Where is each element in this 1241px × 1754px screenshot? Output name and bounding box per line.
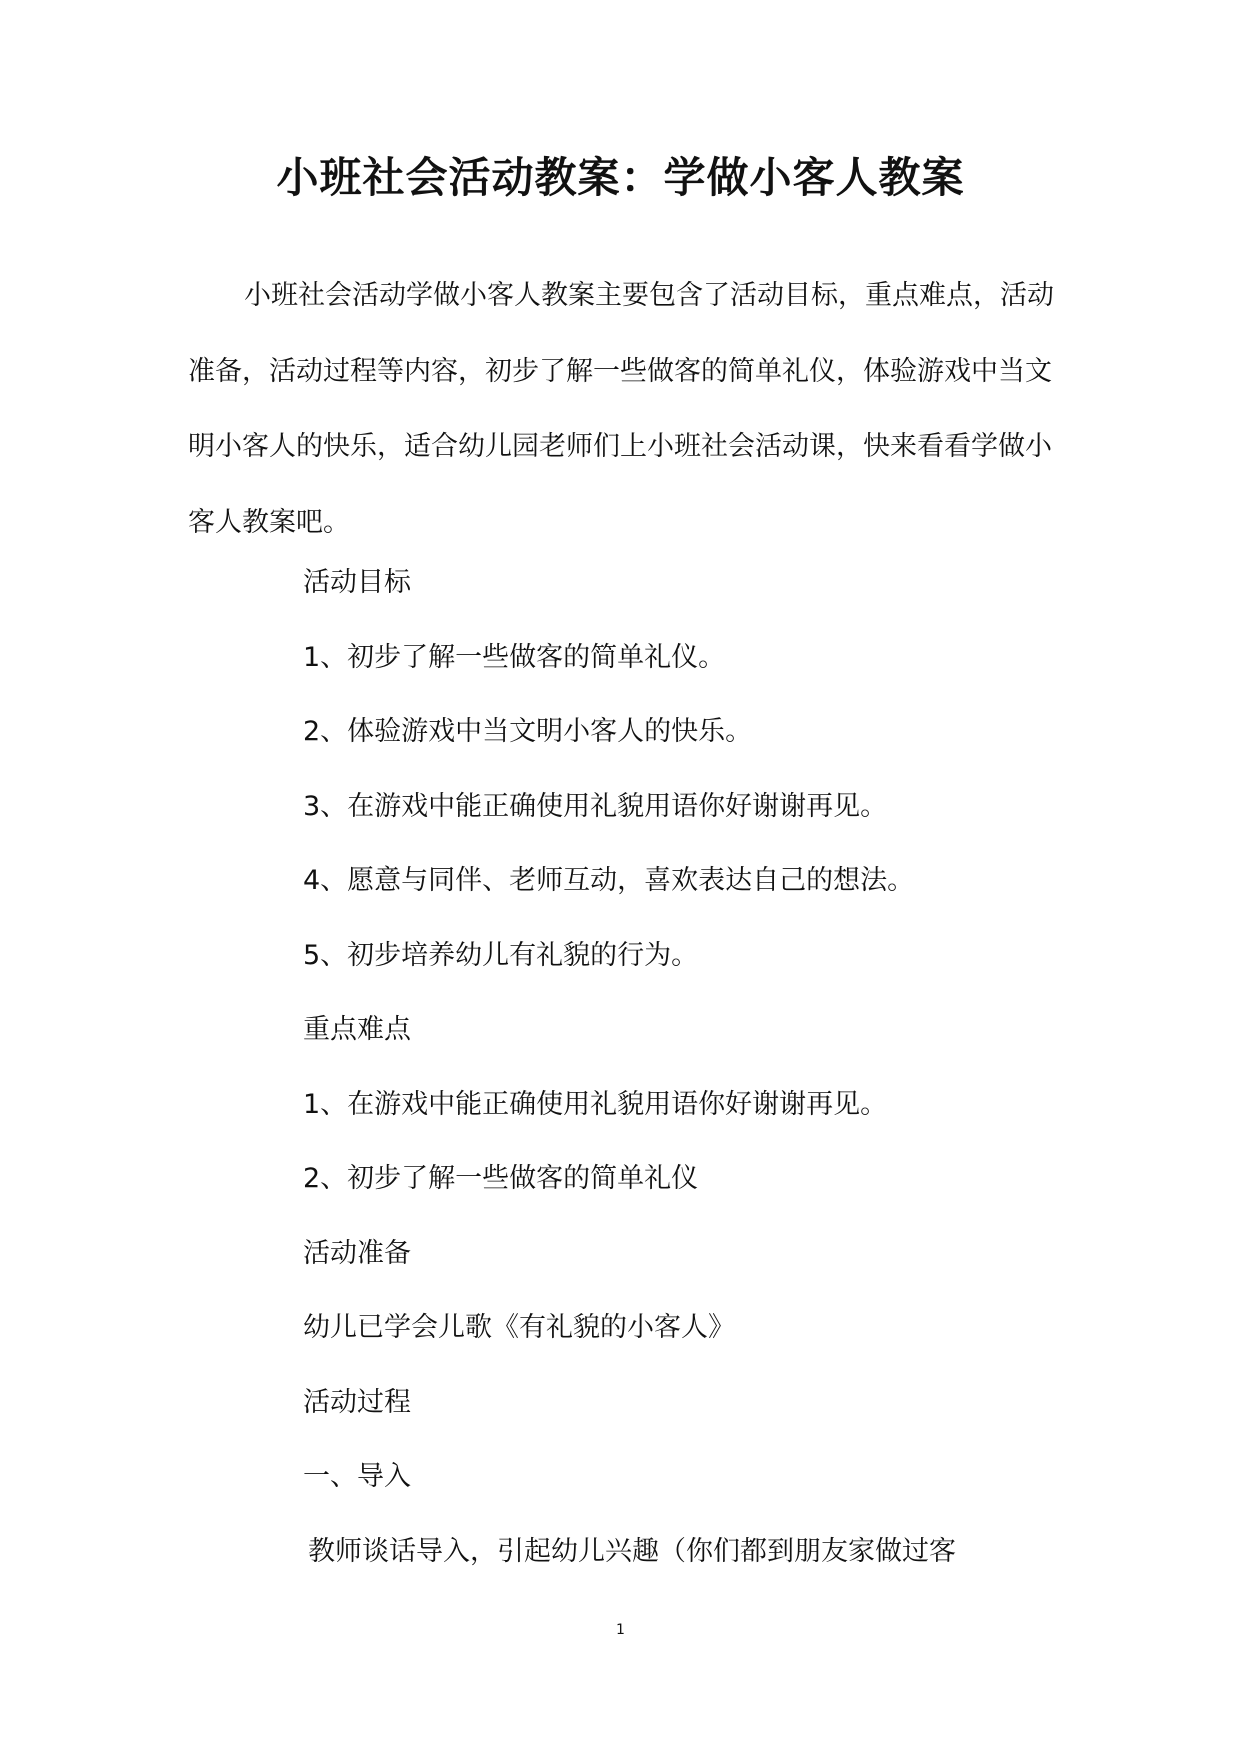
goal-item: 3、在游戏中能正确使用礼貌用语你好谢谢再见。 <box>303 791 888 822</box>
section-heading-process: 活动过程 <box>303 1387 411 1418</box>
intro-paragraph: 小班社会活动学做小客人教案主要包含了活动目标，重点难点，活动准备，活动过程等内容，初步了解一些做客的简单礼仪，体验游戏中当文明小客人的快乐，适合幼儿园老师们上小班社会活动课，快来看看学做小客人教案吧。 <box>188 280 1054 538</box>
goal-item: 4、愿意与同伴、老师互动，喜欢表达自己的想法。 <box>303 865 915 896</box>
goal-item: 5、初步培养幼儿有礼貌的行为。 <box>303 940 699 971</box>
section-heading-key-points: 重点难点 <box>303 1014 411 1045</box>
section-heading-goals: 活动目标 <box>303 567 411 598</box>
key-point-item: 2、初步了解一些做客的简单礼仪 <box>303 1163 699 1194</box>
page-title: 小班社会活动教案：学做小客人教案 <box>276 153 965 202</box>
page-number: 1 <box>616 1622 625 1638</box>
section-heading-preparation: 活动准备 <box>303 1238 411 1269</box>
goal-item: 1、初步了解一些做客的简单礼仪。 <box>303 642 726 673</box>
process-step-heading: 一、导入 <box>303 1461 411 1492</box>
process-paragraph: 教师谈话导入，引起幼儿兴趣（你们都到朋友家做过客 <box>308 1536 956 1567</box>
preparation-item: 幼儿已学会儿歌《有礼貌的小客人》 <box>303 1312 735 1343</box>
goal-item: 2、体验游戏中当文明小客人的快乐。 <box>303 716 753 747</box>
key-point-item: 1、在游戏中能正确使用礼貌用语你好谢谢再见。 <box>303 1089 888 1120</box>
